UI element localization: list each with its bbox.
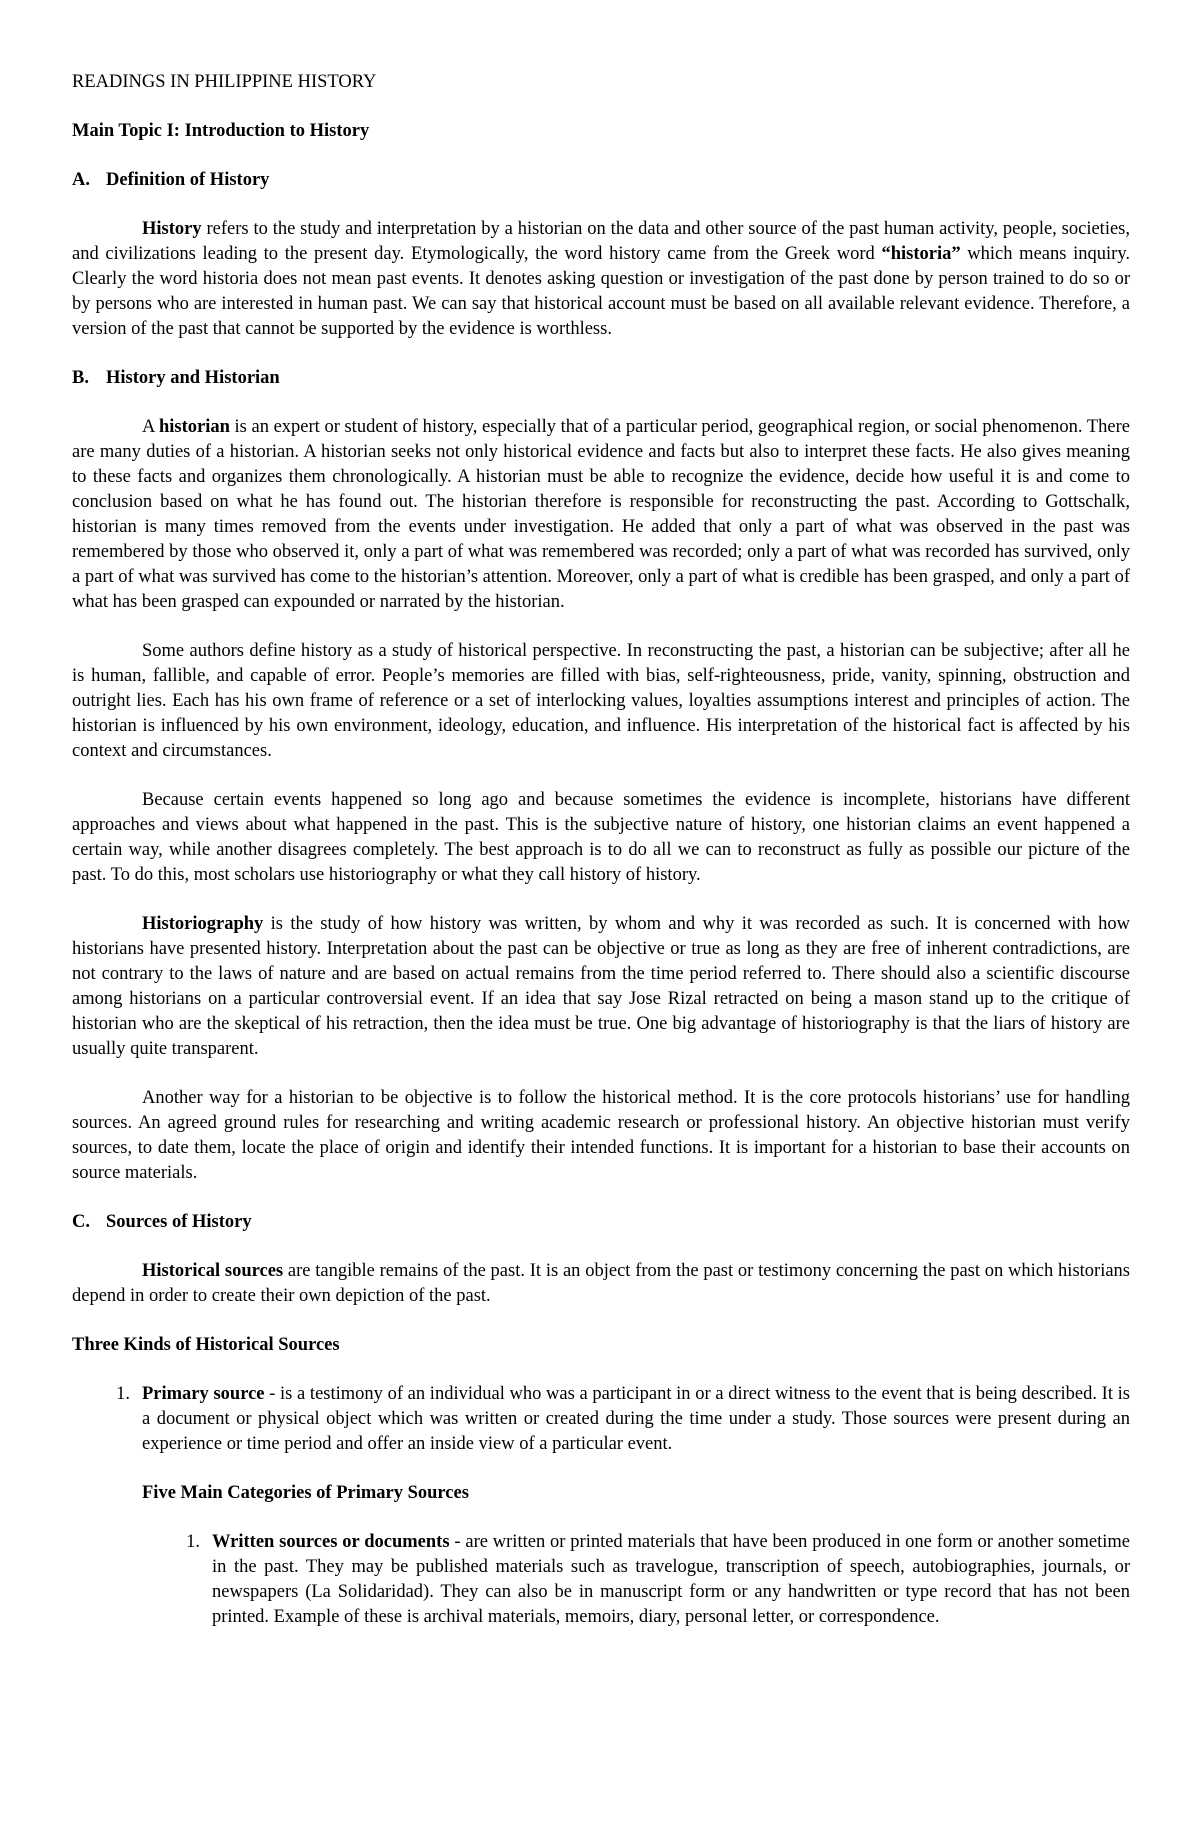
list-number: 1.: [116, 1384, 130, 1404]
historian-text-pre: A: [142, 417, 159, 437]
three-kinds-heading: Three Kinds of Historical Sources: [72, 1335, 340, 1355]
list-item-primary-source: [72, 1382, 1130, 1457]
definition-text-2: which means inquiry. Clearly the word historia does not mean past events. It denotes asking question or investigation of the past done by person trained to do so or by persons who are interested in human past. We can say that historical account must be based on all available relevant evidence. Therefore, a version of the past that cannot be supported by the evidence is worthless.: [72, 244, 1130, 339]
primary-source-text: - is a testimony of an individual who was a participant in or a direct witness to the event that is being described. It is a document or physical object which was written or created during the time under a study. Those sources were present during an experience or time period and offer an inside view of a particular event.: [142, 1384, 1131, 1454]
sources-paragraph: [72, 1259, 1130, 1309]
definition-text-1: refers to the study and interpretation by a historian on the data and other source of the past human activity, people, societies, and civilizations leading to the present day. Etymologically, the word history came from the Greek word: [72, 219, 1130, 264]
historiography-text: is the study of how history was written, by whom and why it was recorded as such. It is concerned with how historians have presented history. Interpretation about the past can be objective or true as long as they are free of inherent contradictions, are not contrary to the laws of nature and are based on actual remains from the time period referred to. There should also a scientific discourse among historians on a particular controversial event. If an idea that say Jose Rizal retracted on being a mason stand up to the critique of historian who are the skeptical of his retraction, then the idea must be true. One big advantage of historiography is that the liars of history are usually quite transparent.: [72, 914, 1130, 1059]
term-historical-sources: Historical sources: [142, 1261, 284, 1281]
main-topic-heading: Main Topic I: Introduction to History: [72, 121, 370, 141]
five-categories-heading: Five Main Categories of Primary Sources: [142, 1483, 469, 1503]
definition-paragraph: [72, 217, 1130, 342]
document-title: READINGS IN PHILIPPINE HISTORY: [72, 72, 377, 92]
written-sources-text: - are written or printed materials that have been produced in one form or another sometime in the past. They may be published materials such as travelogue, transcription of speech, autobiographies, journals, or newspapers (La Solidaridad). They can also be in manuscript form or any handwritten or type record that has not been printed. Example of these is archival materials, memoirs, diary, personal letter, or correspondence.: [212, 1532, 1130, 1627]
term-historia: “historia”: [881, 244, 961, 264]
list-item-written-sources: [142, 1530, 1130, 1630]
list-number: 1.: [186, 1532, 200, 1552]
term-historiography: Historiography: [142, 914, 264, 934]
sources-text: are tangible remains of the past. It is an object from the past or testimony concerning the past on which historians depend in order to create their own depiction of the past.: [72, 1261, 1130, 1306]
term-history: History: [142, 219, 202, 239]
historiography-paragraph: [72, 912, 1130, 1062]
list-item-body: [142, 1382, 1130, 1457]
section-c-heading: [72, 1210, 1130, 1235]
section-c-letter: C.: [72, 1212, 90, 1232]
section-a-letter: A.: [72, 170, 90, 190]
term-historian: historian: [158, 417, 230, 437]
perspective-paragraph: Some authors define history as a study of historical perspective. In reconstructing the past, a historian can be subjective; after all he is human, fallible, and capable of error. People’s memories are filled with bias, self-righteousness, pride, vanity, spinning, obstruction and outright lies. Each has his own frame of reference or a set of interlocking values, loyalties assumptions interest and principles of action. The historian is influenced by his own environment, ideology, education, and influence. His interpretation of the historical fact is affected by his context and circumstances.: [72, 641, 1130, 761]
term-primary-source: Primary source: [142, 1384, 265, 1404]
list-item-body: [212, 1530, 1130, 1630]
historical-method-paragraph: Another way for a historian to be objective is to follow the historical method. It is the core protocols historians’ use for handling sources. An agreed ground rules for researching and writing academic research or professional history. An objective historian must verify sources, to date them, locate the place of origin and identify their intended functions. It is important for a historian to base their accounts on source materials.: [72, 1088, 1130, 1183]
section-a-title: Definition of History: [106, 170, 270, 190]
subjective-paragraph: Because certain events happened so long ago and because sometimes the evidence is incomplete, historians have different approaches and views about what happened in the past. This is the subjective nature of history, one historian claims an event happened a certain way, while another disagrees completely. The best approach is to do all we can to reconstruct as fully as possible our picture of the past. To do this, most scholars use historiography or what they call history of history.: [72, 790, 1130, 885]
term-written-sources: Written sources or documents: [212, 1532, 450, 1552]
section-b-title: History and Historian: [106, 368, 280, 388]
historian-text: is an expert or student of history, especially that of a particular period, geographical region, or social phenomenon. There are many duties of a historian. A historian seeks not only historical evidence and facts but also to interpret these facts. He also gives meaning to these facts and organizes them chronologically. A historian must be able to recognize the evidence, decide how useful it is and come to conclusion based on what he has found out. The historian therefore is responsible for reconstructing the past. According to Gottschalk, historian is many times removed from the events under investigation. He added that only a part of what was observed in the past was remembered by those who observed it, only a part of what was remembered was recorded; only a part of what was recorded has survived, only a part of what was survived has come to the historian’s attention. Moreover, only a part of what is credible has been grasped, and only a part of what has been grasped can expounded or narrated by the historian.: [72, 417, 1130, 612]
section-a-heading: [72, 168, 1130, 193]
section-c-title: Sources of History: [106, 1212, 252, 1232]
section-b-letter: B.: [72, 368, 89, 388]
section-b-heading: [72, 366, 1130, 391]
historian-paragraph: [72, 415, 1130, 615]
